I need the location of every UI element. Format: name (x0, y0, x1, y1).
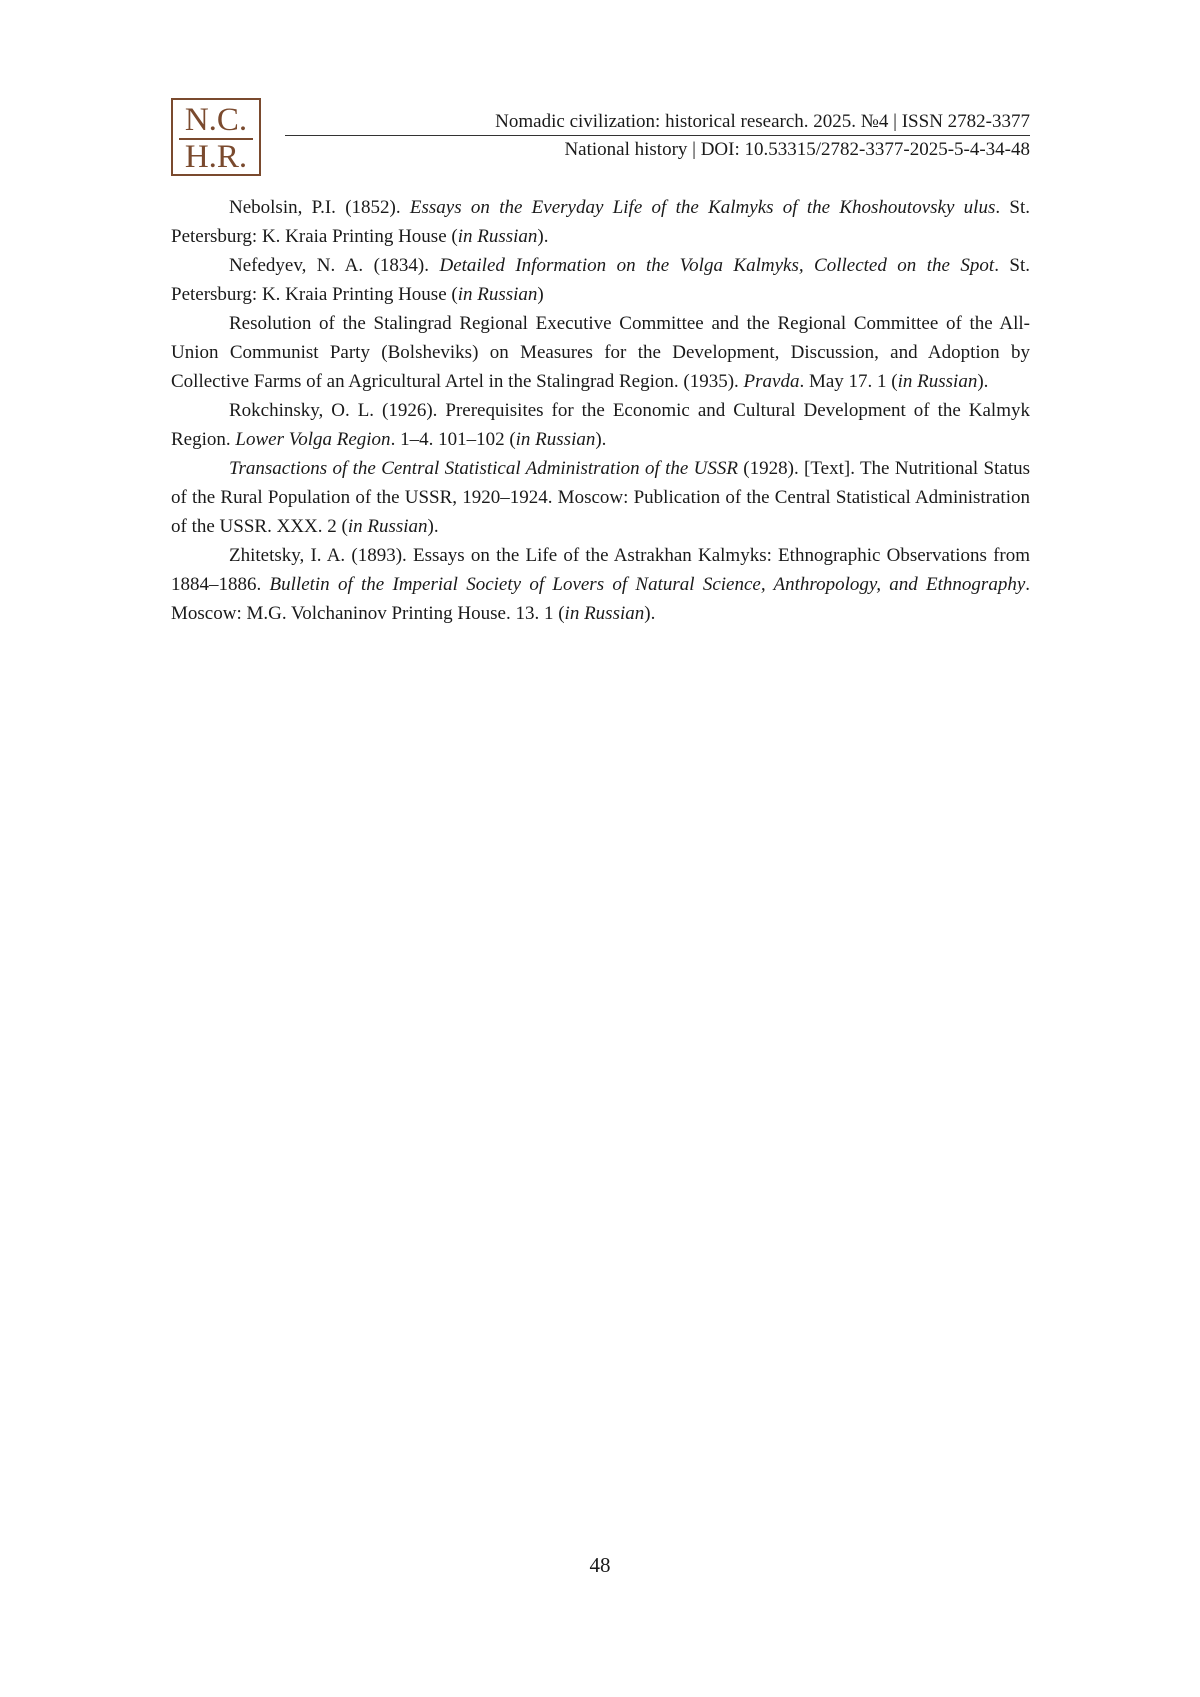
reference-item: Transactions of the Central Statistical Administration of the USSR (1928). [Text]. The Nutritional Status of the Rural Population of the USSR, 1920–1924. Moscow: Publication of the Central Statistical Administration of the USSR. XXX. 2 (in Russian). (171, 458, 1030, 537)
header-divider (285, 135, 1030, 136)
logo-line-1: N.C. (179, 103, 253, 140)
running-header (495, 108, 1030, 164)
reference-item: Nebolsin, P.I. (1852). Essays on the Everyday Life of the Kalmyks of the Khoshoutovsky ulus. St. Petersburg: K. Kraia Printing House (in Russian). (171, 197, 1030, 247)
reference-item: Nefedyev, N. A. (1834). Detailed Information on the Volga Kalmyks, Collected on the Spot. St. Petersburg: K. Kraia Printing House (in Russian) (171, 255, 1030, 305)
page-number: 48 (589, 1553, 611, 1577)
logo-line-2: H.R. (184, 139, 248, 175)
section-line: National history | DOI: 10.53315/2782-3377-2025-5-4-34-48 (564, 139, 1030, 160)
reference-item: Zhitetsky, I. A. (1893). Essays on the Life of the Astrakhan Kalmyks: Ethnographic Observations from 1884–1886. Bulletin of the Imperial Society of Lovers of Natural Science, Anthropology, and Ethnography. Moscow: M.G. Volchaninov Printing House. 13. 1 (in Russian). (171, 545, 1030, 624)
journal-logo (171, 98, 261, 176)
reference-item: Resolution of the Stalingrad Regional Executive Committee and the Regional Committee of the All-Union Communist Party (Bolsheviks) on Measures for the Development, Discussion, and Adoption by Collective Farms of an Agricultural Artel in the Stalingrad Region. (1935). Pravda. May 17. 1 (in Russian). (171, 313, 1030, 392)
reference-item: Rokchinsky, O. L. (1926). Prerequisites for the Economic and Cultural Development of the Kalmyk Region. Lower Volga Region. 1–4. 101–102 (in Russian). (171, 400, 1030, 450)
journal-line: Nomadic civilization: historical research. 2025. №4 | ISSN 2782-3377 (495, 111, 1030, 132)
reference-list (171, 193, 1030, 628)
